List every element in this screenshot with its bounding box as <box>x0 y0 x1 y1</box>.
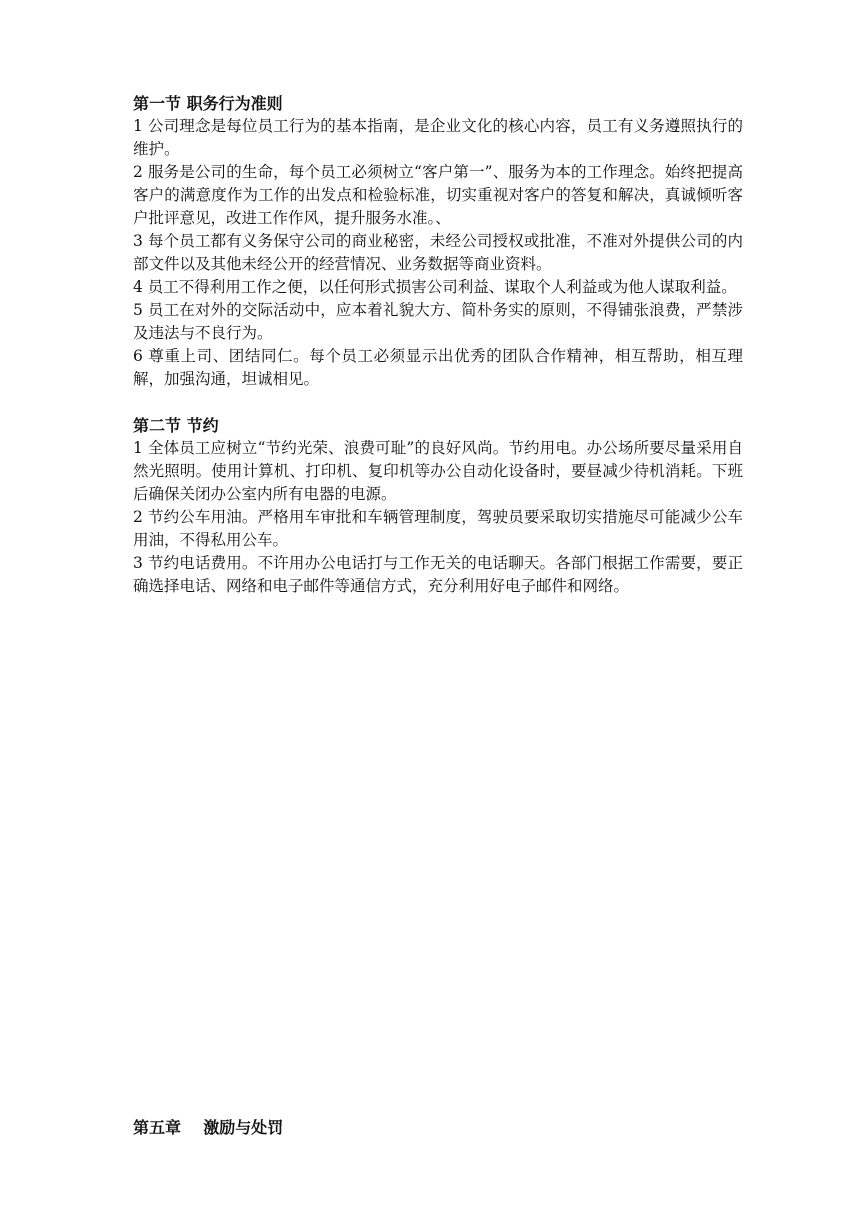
chapter-title: 第五章 激励与处罚 <box>133 1118 284 1137</box>
paragraph: 5 员工在对外的交际活动中，应本着礼貌大方、简朴务实的原则，不得铺张浪费，严禁涉及违法与不良行为。 <box>133 301 743 342</box>
paragraph: 3 节约电话费用。不许用办公电话打与工作无关的电话聊天。各部门根据工作需要，要正确选择电话、网络和电子邮件等通信方式，充分利用好电子邮件和网络。 <box>133 554 743 595</box>
paragraph: 3 每个员工都有义务保守公司的商业秘密，未经公司授权或批准，不准对外提供公司的内部文件以及其他未经公开的经营情况、业务数据等商业资料。 <box>133 232 743 273</box>
section-conduct <box>133 92 743 391</box>
paragraph: 4 员工不得利用工作之便，以任何形式损害公司利益、谋取个人利益或为他人谋取利益。 <box>133 278 737 296</box>
paragraph: 2 节约公车用油。严格用车审批和车辆管理制度，驾驶员要采取切实措施尽可能减少公车用油，不得私用公车。 <box>133 508 743 549</box>
paragraph: 6 尊重上司、团结同仁。每个员工必须显示出优秀的团队合作精神，相互帮助，相互理解，加强沟通，坦诚相见。 <box>133 347 743 388</box>
paragraph: 2 服务是公司的生命，每个员工必须树立“客户第一”、服务为本的工作理念。始终把提高客户的满意度作为工作的出发点和检验标准，切实重视对客户的答复和解决，真诚倾听客户批评意见，改进工作作风，提升服务水准。、 <box>133 163 743 227</box>
paragraph: 1 全体员工应树立“节约光荣、浪费可耻”的良好风尚。节约用电。办公场所要尽量采用自然光照明。使用计算机、打印机、复印机等办公自动化设备时，要昼减少待机消耗。下班后确保关闭办公室内所有电器的电源。 <box>133 439 743 503</box>
document-body <box>133 92 743 621</box>
section-title: 第一节 职务行为准则 <box>133 94 283 113</box>
paragraph: 1 公司理念是每位员工行为的基本指南，是企业文化的核心内容，员工有义务遵照执行的维护。 <box>133 117 743 158</box>
section-saving <box>133 414 743 598</box>
section-title: 第二节 节约 <box>133 416 219 435</box>
